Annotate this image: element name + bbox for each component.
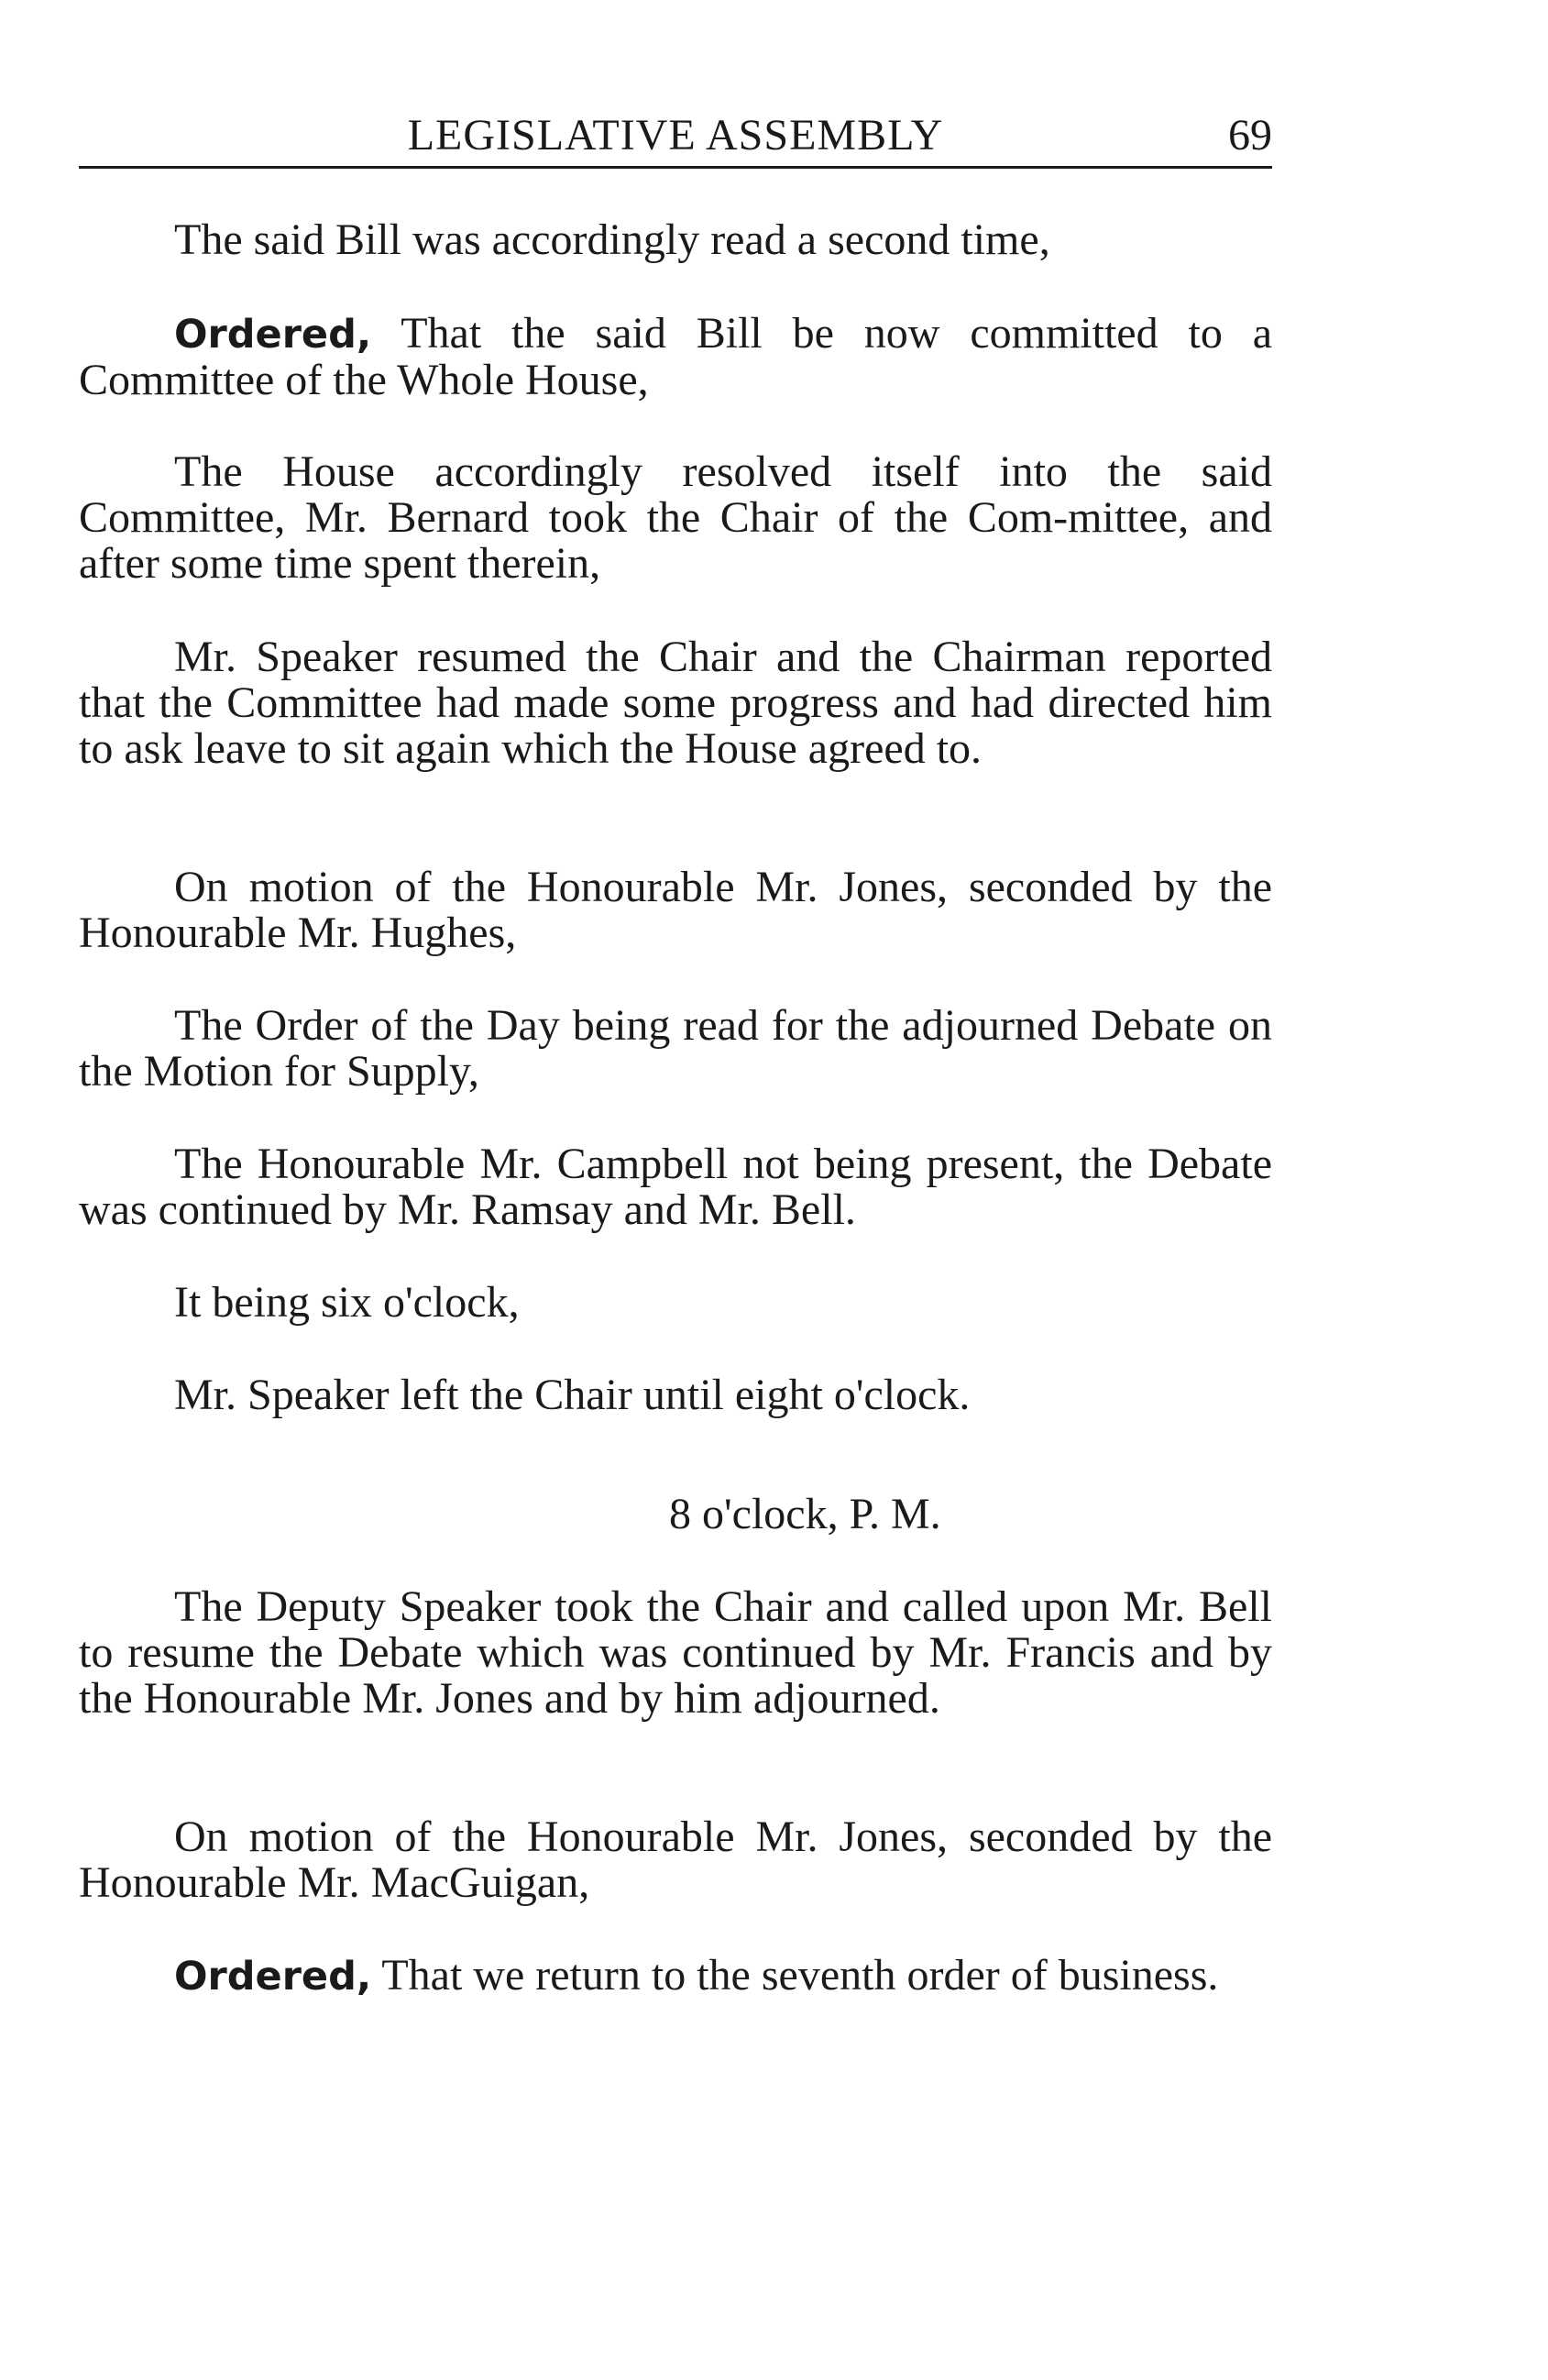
time-heading: 8 o'clock, P. M. <box>669 1490 941 1538</box>
paragraph-text: The House accordingly resolved itself into the said Committee, Mr. Bernard took the Chair of the Com-mittee, and after some time spent therein, <box>79 447 1272 588</box>
paragraph-speaker-left <box>79 1372 1272 1418</box>
paragraph-debate-continued <box>79 1141 1272 1233</box>
paragraph-ordered-return <box>79 1953 1272 2000</box>
paragraph-ordered-committee <box>79 311 1272 403</box>
paragraph-order-of-day <box>79 1003 1272 1095</box>
paragraph-motion-macguigan <box>79 1814 1272 1906</box>
ordered-label: Ordered, <box>174 1954 372 2000</box>
paragraph-text: The said Bill was accordingly read a second time, <box>174 215 1050 264</box>
paragraph-six-oclock <box>79 1280 1272 1326</box>
paragraph-text: That the said Bill be now committed to a Committee of the Whole House, <box>79 309 1272 404</box>
ordered-label: Ordered, <box>174 312 372 358</box>
paragraph-text: Mr. Speaker left the Chair until eight o'clock. <box>174 1371 971 1419</box>
paragraph-text: On motion of the Honourable Mr. Jones, seconded by the Honourable Mr. Hughes, <box>79 863 1272 957</box>
page-number: 69 <box>1228 111 1272 160</box>
paragraph-text: On motion of the Honourable Mr. Jones, seconded by the Honourable Mr. MacGuigan, <box>79 1813 1272 1907</box>
paragraph-text: It being six o'clock, <box>174 1278 520 1327</box>
page-header <box>79 103 1272 169</box>
paragraph-text: The Order of the Day being read for the adjourned Debate on the Motion for Supply, <box>79 1001 1272 1096</box>
paragraph-committee-of-whole <box>79 449 1272 587</box>
paragraph-text: Mr. Speaker resumed the Chair and the Chairman reported that the Committee had made some progress and had directed him to ask leave to sit again which the House agreed to. <box>79 633 1272 773</box>
paragraph-second-reading <box>79 217 1272 263</box>
paragraph-speaker-resumed <box>79 634 1272 772</box>
document-page <box>79 0 1272 2380</box>
running-title: LEGISLATIVE ASSEMBLY <box>407 111 944 160</box>
paragraph-text: The Deputy Speaker took the Chair and called upon Mr. Bell to resume the Debate which was continued by Mr. Francis and by the Honourable Mr. Jones and by him adjourned. <box>79 1582 1272 1723</box>
header-rule <box>79 166 1272 169</box>
paragraph-text: The Honourable Mr. Campbell not being present, the Debate was continued by Mr. Ramsay and Mr. Bell. <box>79 1140 1272 1234</box>
paragraph-motion-hughes <box>79 865 1272 956</box>
paragraph-text: That we return to the seventh order of business. <box>371 1951 1219 2000</box>
paragraph-deputy-speaker <box>79 1584 1272 1722</box>
